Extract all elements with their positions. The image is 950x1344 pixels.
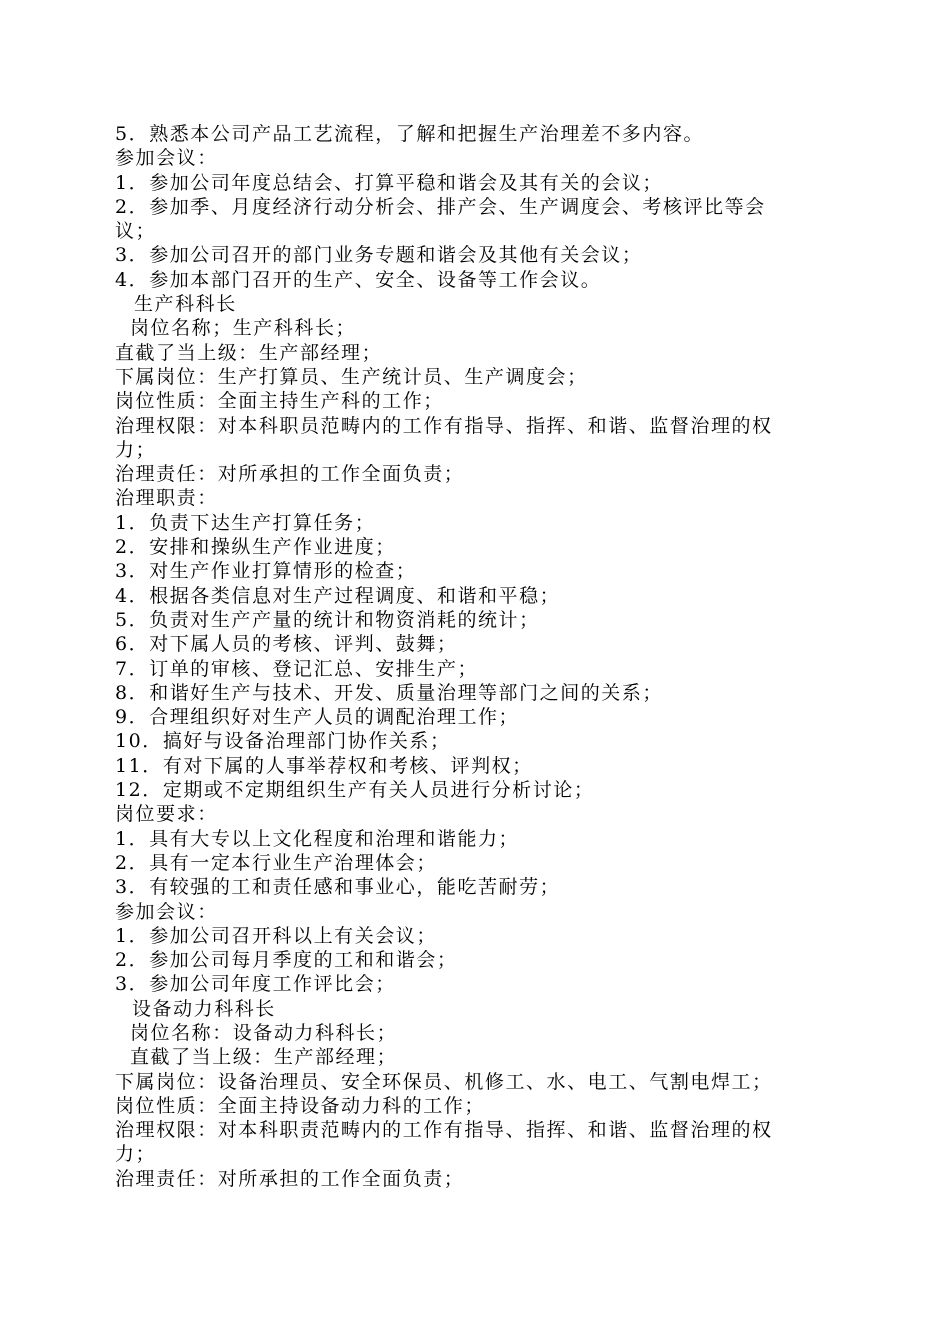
list-item: 1．负责下达生产打算任务； <box>115 511 376 534</box>
list-item: 2．安排和操纵生产作业进度； <box>115 536 396 559</box>
section-heading: 参加会议： <box>115 900 218 923</box>
field-line-continuation: 力； <box>115 1143 157 1166</box>
list-item: 4．参加本部门召开的生产、安全、设备等工作会议。 <box>115 268 602 291</box>
list-item: 6．对下属人员的考核、评判、鼓舞； <box>115 633 458 656</box>
section-heading: 治理职责： <box>115 487 218 510</box>
field-line: 直截了当上级：生产部经理； <box>115 341 383 364</box>
section-heading: 参加会议： <box>115 147 218 170</box>
list-item: 12．定期或不定期组织生产有关人员进行分析讨论； <box>115 779 595 802</box>
list-item: 1．具有大专以上文化程度和治理和谐能力； <box>115 827 520 850</box>
field-line: 治理权限：对本科职责范畴内的工作有指导、指挥、和谐、监督治理的权 <box>115 1119 773 1142</box>
field-line: 下属岗位：生产打算员、生产统计员、生产调度会； <box>115 365 588 388</box>
list-item-continuation: 议； <box>115 220 157 243</box>
list-item: 10．搞好与设备治理部门协作关系； <box>115 730 451 753</box>
list-item: 8．和谐好生产与技术、开发、质量治理等部门之间的关系； <box>115 681 663 704</box>
list-item: 4．根据各类信息对生产过程调度、和谐和平稳； <box>115 584 561 607</box>
field-line: 岗位名称：设备动力科科长； <box>130 1021 398 1044</box>
list-item: 11．有对下属的人事举荐权和考核、评判权； <box>115 754 533 777</box>
list-item: 2．参加公司每月季度的工和和谐会； <box>115 949 458 972</box>
field-line: 岗位性质：全面主持设备动力科的工作； <box>115 1094 485 1117</box>
list-item: 1．参加公司年度总结会、打算平稳和谐会及其有关的会议； <box>115 171 663 194</box>
field-line: 治理责任：对所承担的工作全面负责； <box>115 1167 465 1190</box>
list-item: 1．参加公司召开科以上有关会议； <box>115 924 437 947</box>
list-item: 3．有较强的工和责任感和事业心，能吃苦耐劳； <box>115 876 561 899</box>
field-line: 岗位性质：全面主持生产科的工作； <box>115 390 444 413</box>
field-line: 治理责任：对所承担的工作全面负责； <box>115 463 465 486</box>
position-title: 生产科科长 <box>134 293 237 316</box>
list-item: 2．具有一定本行业生产治理体会； <box>115 851 437 874</box>
document-body <box>115 122 835 1191</box>
field-line: 下属岗位：设备治理员、安全环保员、机修工、水、电工、气割电焊工； <box>115 1070 773 1093</box>
field-line: 直截了当上级：生产部经理； <box>130 1046 398 1069</box>
list-item: 2．参加季、月度经济行动分析会、排产会、生产调度会、考核评比等会 <box>115 195 766 218</box>
field-line: 岗位名称；生产科科长； <box>130 317 357 340</box>
section-heading: 岗位要求： <box>115 803 218 826</box>
list-item: 3．对生产作业打算情形的检查； <box>115 560 417 583</box>
list-item: 3．参加公司年度工作评比会； <box>115 973 396 996</box>
list-item: 9．合理组织好对生产人员的调配治理工作； <box>115 706 520 729</box>
position-title: 设备动力科科长 <box>132 997 276 1020</box>
list-item: 5．熟悉本公司产品工艺流程，了解和把握生产治理差不多内容。 <box>115 123 705 145</box>
field-line: 治理权限：对本科职员范畴内的工作有指导、指挥、和谐、监督治理的权 <box>115 414 773 437</box>
list-item: 5．负责对生产产量的统计和物资消耗的统计； <box>115 608 540 631</box>
field-line-continuation: 力； <box>115 438 157 461</box>
list-item: 3．参加公司召开的部门业务专题和谐会及其他有关会议； <box>115 244 643 267</box>
list-item: 7．订单的审核、登记汇总、安排生产； <box>115 657 478 680</box>
